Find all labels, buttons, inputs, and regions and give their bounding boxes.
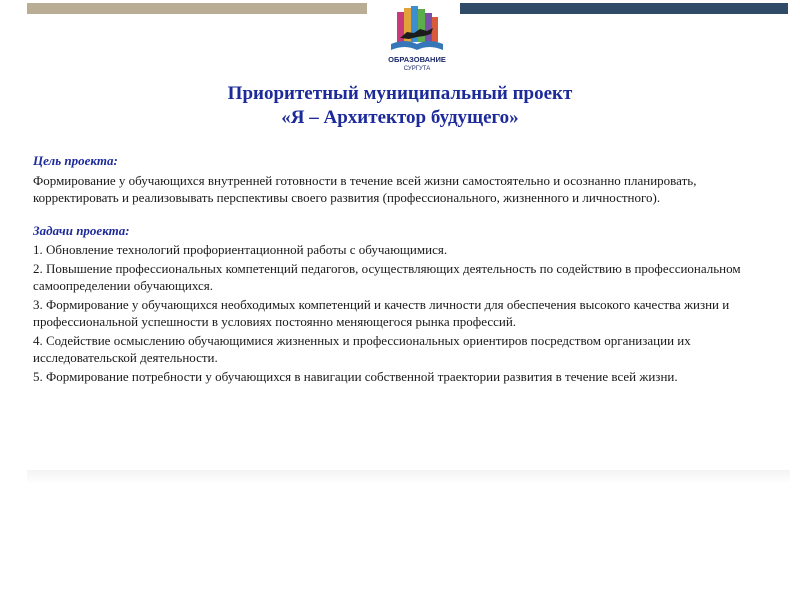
- tasks-heading: Задачи проекта:: [33, 223, 130, 238]
- footer-divider: [27, 470, 790, 484]
- task-item-4: 4. Содействие осмыслению обучающимися жизненных и профессиональных ориентиров посредством организации их исследовательской деятельности.: [33, 333, 691, 365]
- title-line-2: «Я – Архитектор будущего»: [281, 107, 519, 128]
- page-title: [0, 82, 800, 130]
- goal-heading: Цель проекта:: [33, 153, 118, 168]
- task-item-2: 2. Повышение профессиональных компетенций педагогов, осуществляющих деятельность по содействию в профессиональном самоопределении обучающихся.: [33, 261, 741, 293]
- logo-text-top: ОБРАЗОВАНИЕ: [388, 55, 446, 64]
- header-bar-right: [460, 3, 788, 14]
- task-item-1: 1. Обновление технологий профориентационной работы с обучающимися.: [33, 242, 448, 257]
- header-bar-left: [27, 3, 367, 14]
- section-spacer: [33, 206, 783, 222]
- obrazovanie-logo-icon: [383, 4, 451, 74]
- task-item-3: 3. Формирование у обучающихся необходимых компетенций и качеств личности для обеспечения высокого качества жизни и профессиональной успешности в условиях постоянно меняющегося рынка профессий.: [33, 297, 730, 329]
- title-line-1: Приоритетный муниципальный проект: [227, 83, 573, 104]
- goal-text: Формирование у обучающихся внутренней готовности в течение всей жизни самостоятельно и осознанно планировать, корректировать и реализовывать перспективы своего развития (профессионального, жизненного и личностного).: [33, 173, 697, 205]
- task-item-5: 5. Формирование потребности у обучающихся в навигации собственной траектории развития в течение всей жизни.: [33, 369, 678, 384]
- document-body: [33, 152, 783, 385]
- logo-text-bottom: СУРГУТА: [403, 66, 431, 72]
